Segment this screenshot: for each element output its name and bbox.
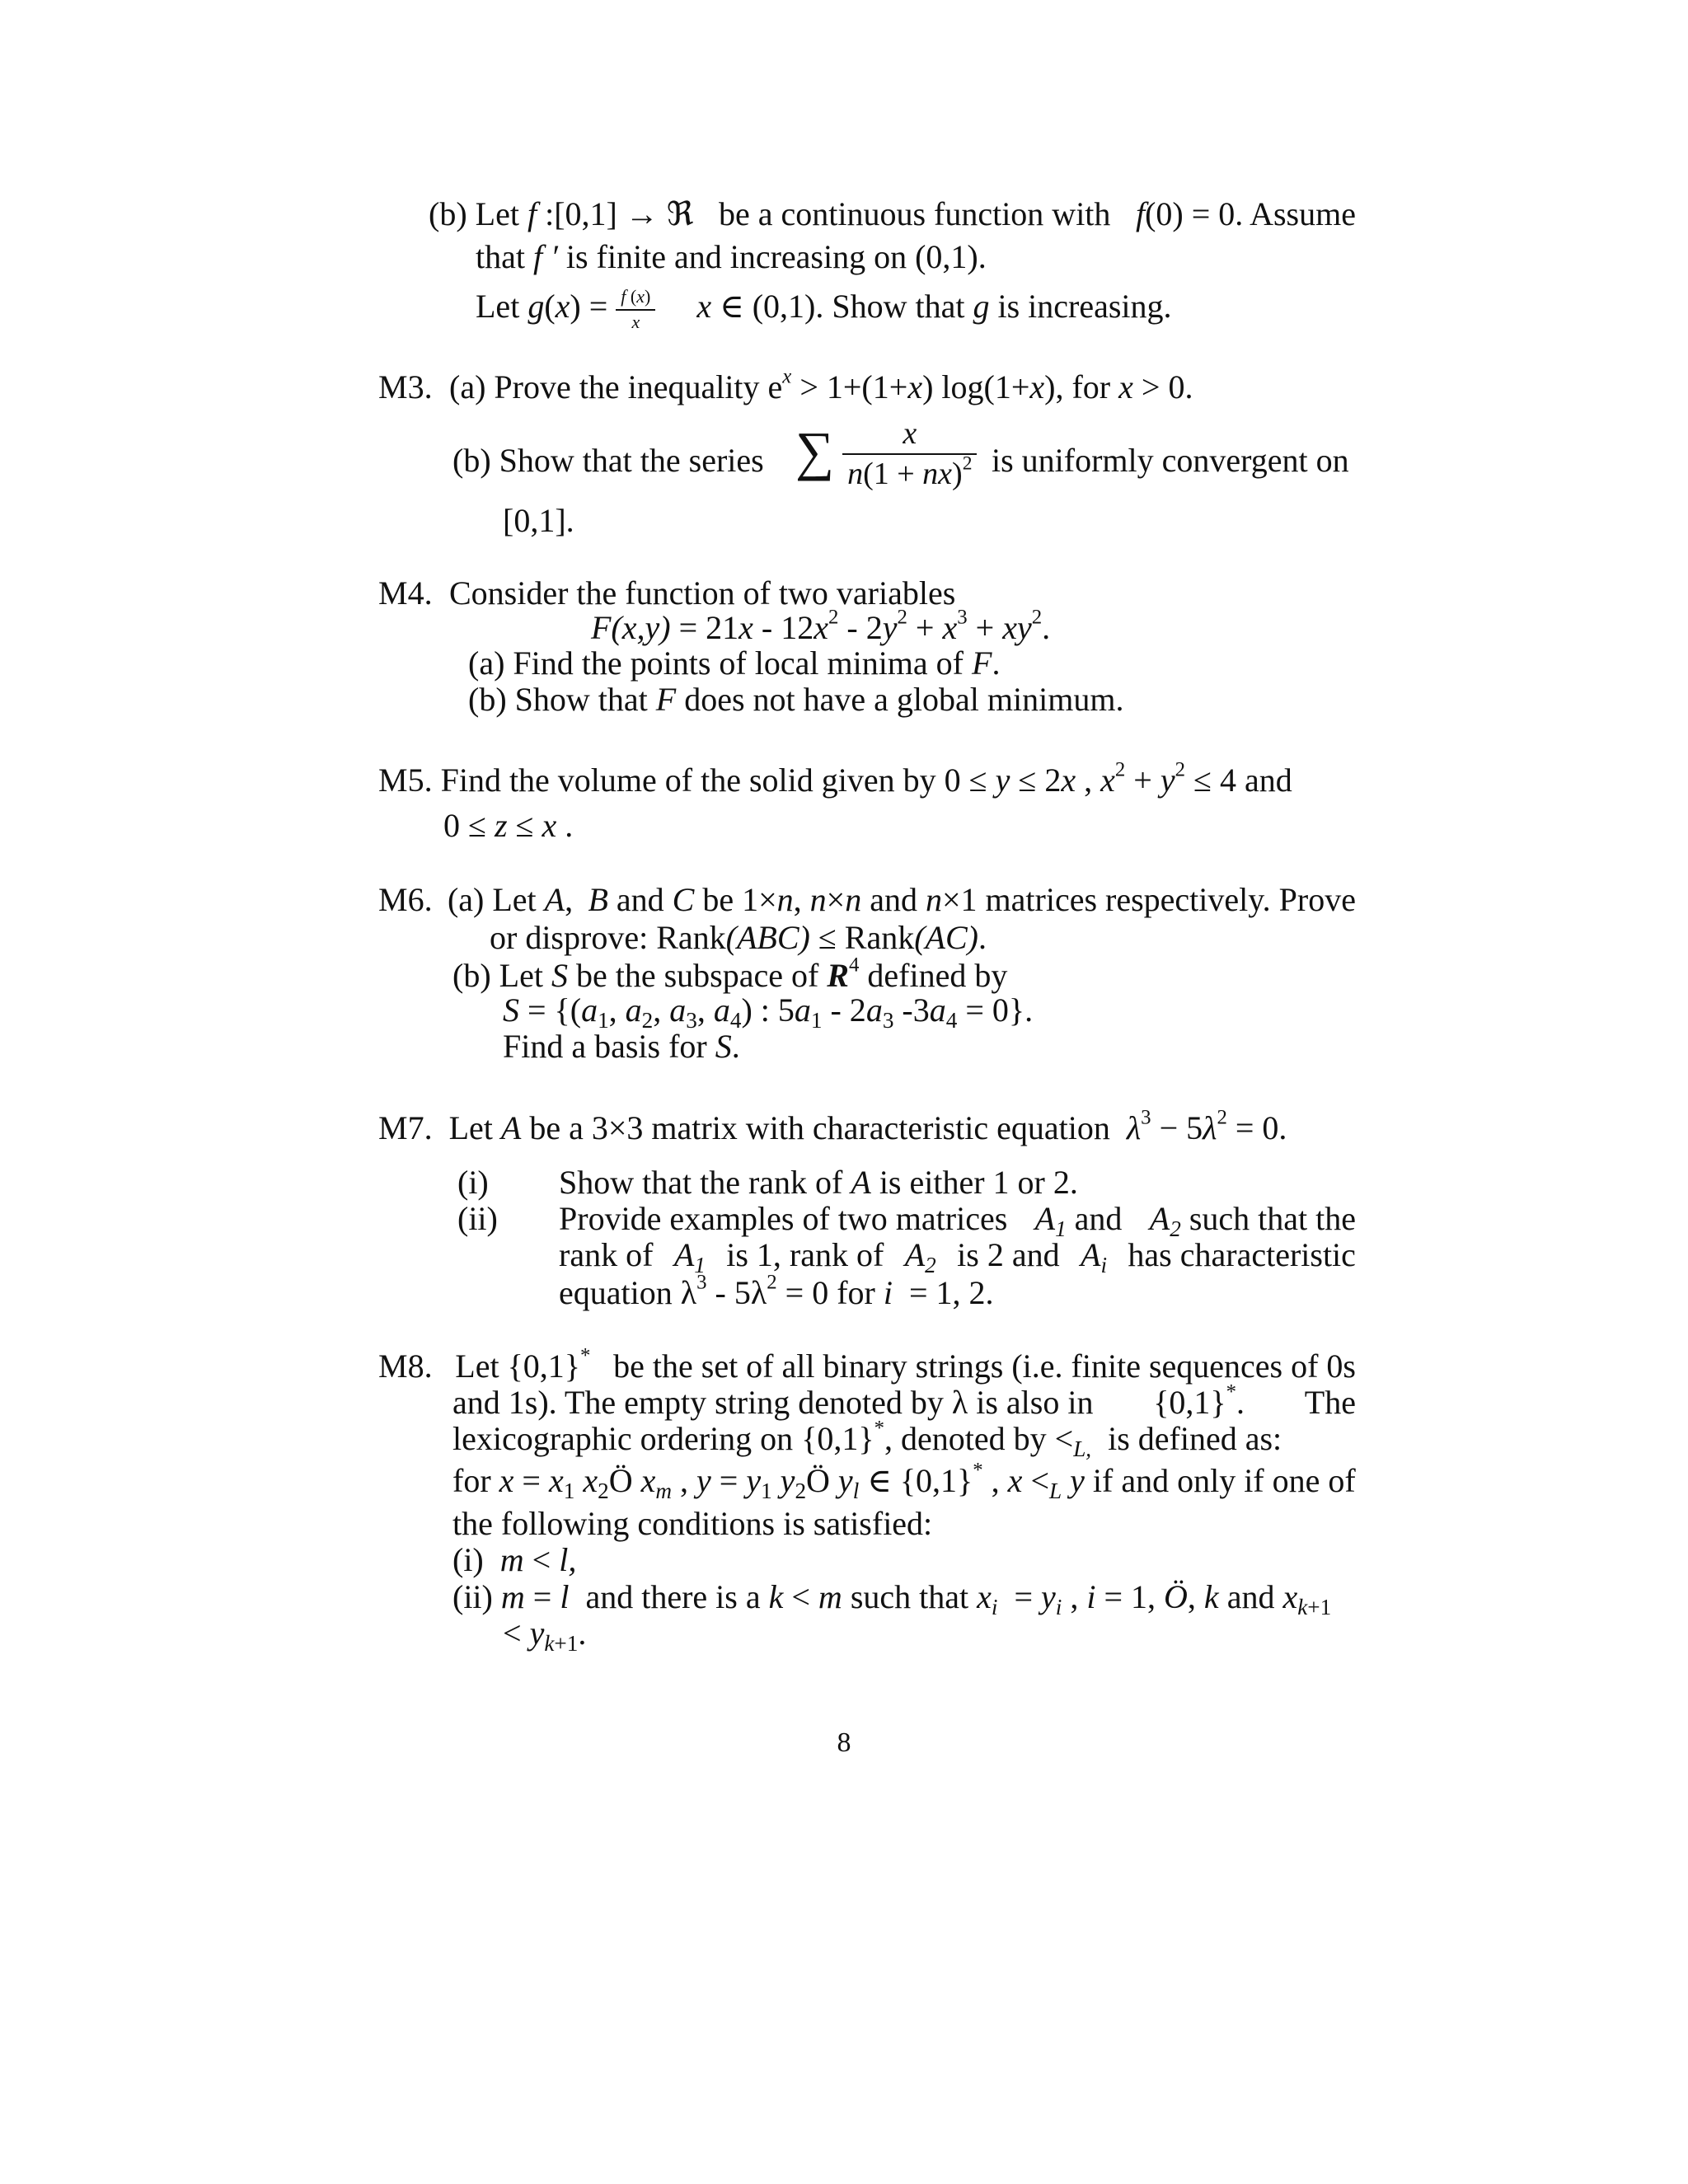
m7-i-text: Show that the rank of A is either 1 or 2. — [559, 1164, 1078, 1201]
m6-line3: (b) Let S be the subspace of $R^4$ defined by — [452, 954, 1008, 994]
m4-part-b: (b) Show that F does not have a global minimum. — [468, 681, 1124, 718]
m3-part-b-suffix: is uniformly convergent on — [992, 442, 1349, 479]
page-number: 8 — [837, 1727, 851, 1758]
m6-line2: or disprove: Rank(ABC) ≤ Rank(AC). — [490, 919, 987, 956]
m3-series-expression: ∑ $\frac{x}{n(1 + nx)^2}$ — [795, 416, 977, 491]
m8-line1: M8. Let {0,1}* be the set of all binary strings (i.e. finite sequences of 0s — [378, 1344, 1356, 1385]
m4-part-a: (a) Find the points of local minima of F. — [468, 644, 1001, 682]
m4-intro: Consider the function of two variables — [449, 574, 956, 612]
m6-line5: Find a basis for S. — [503, 1028, 740, 1065]
m8-line5: the following conditions is satisfied: — [452, 1505, 933, 1542]
m7-i-label: (i) — [457, 1164, 489, 1201]
m8-line3: lexicographic ordering on {0,1}*, denoted by $<_{L,}$ is defined as: — [452, 1417, 1282, 1462]
m3-part-b-prefix: (b) Show that the series — [452, 442, 764, 479]
m7-line1: M7. Let A be a 3×3 matrix with characteristic equation $\lambda^3 - 5\lambda^2 = 0$. — [378, 1106, 1287, 1146]
m6-line4: $S = \{(a_1$, $a_2$, $a_3$, $a_4$) : $5a_1 - 2a_3$ $-3a_4 = 0$}. — [503, 991, 1034, 1033]
m3-part-b-line2: [0,1]. — [503, 502, 574, 539]
m8-line7: (ii) m = l and there is a k < m such that $x_i = y_i$ , i = 1, Ö, k and $x_{k+1}$ — [452, 1578, 1332, 1620]
m7-ii-line2: rank of $A_1$ is 1, rank of $A_2$ is 2 and $A_i$ has characteristic — [559, 1236, 1356, 1278]
m4-function-definition: $F(x,y) = 21x - 12x^2 - 2y^2 + x^3 + xy^2$. — [591, 606, 1051, 646]
m5-line1: M5. Find the volume of the solid given by 0 ≤ y ≤ 2x , $x^2 + y^2 \le 4$ and — [378, 758, 1292, 799]
part-b-line3: Let g(x) = $\frac{f (x)}{x}$ x ∈ (0,1). Show that g is increasing. — [476, 286, 1172, 332]
m8-line4: for $x = x_1$ $x_2Ö$ $x_m$ , $y = y_1$ $y_2Ö$ $y_l$ ∈ {0,1}* , $x <_L$ y if and only if one of — [452, 1459, 1356, 1504]
m3-label: M3. — [378, 368, 433, 405]
m6-line1: M6. (a) Let A, B and C be 1×n, n×n and n×1 matrices respectively. Prove — [378, 881, 1356, 918]
m8-line6: (i) m < l, — [452, 1541, 577, 1578]
m5-line2: 0 ≤ z ≤ x . — [443, 807, 574, 844]
m4-label: M4. — [378, 574, 433, 612]
fraction-fx-over-x: $\frac{f (x)}{x}$ — [616, 287, 655, 332]
part-b-line1: (b) Let f :[0,1] → ℜ be a continuous function with f(0) = 0. Assume — [429, 195, 1356, 232]
part-b-line2: that f ′ is finite and increasing on (0,1). — [476, 238, 987, 275]
m8-line2: and 1s). The empty string denoted by λ is also in {0,1}*. The — [452, 1380, 1356, 1421]
m7-ii-line1: Provide examples of two matrices $A_1$ and $A_2$ such that the — [559, 1200, 1356, 1242]
m3-part-a: (a) Prove the inequality $e^x > 1+(1+x)$ log(1+x), for x > 0. — [449, 365, 1193, 405]
m8-line8: < $y_{k+1}$. — [503, 1615, 587, 1657]
m7-ii-line3: equation $\lambda^3 - 5\lambda^2 = 0$ for i = 1, 2. — [559, 1271, 994, 1311]
m7-ii-label: (ii) — [457, 1200, 498, 1237]
